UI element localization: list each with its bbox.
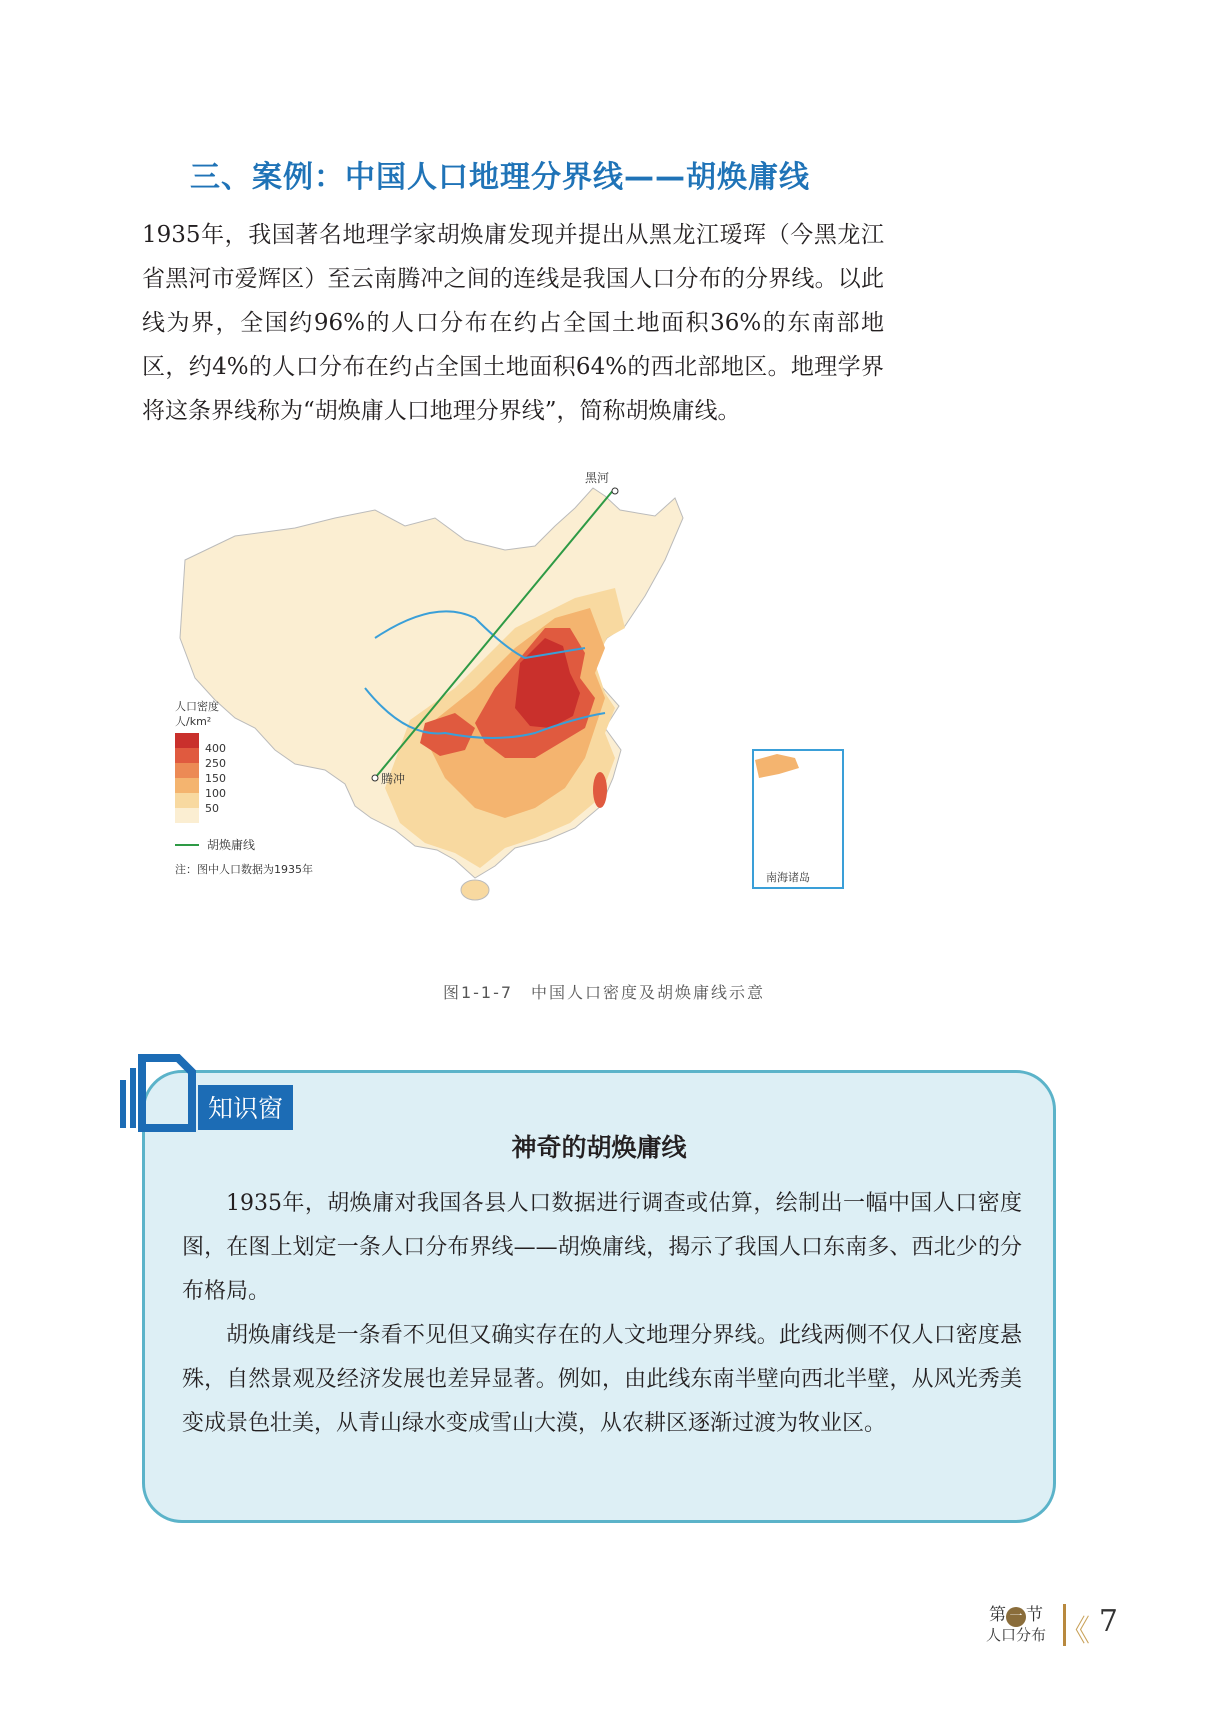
page-footer	[958, 1600, 1118, 1648]
knowledge-text	[182, 1182, 1022, 1446]
heihe-marker	[612, 488, 618, 494]
intro-paragraph: 1935年，我国著名地理学家胡焕庸发现并提出从黑龙江瑷珲（今黑龙江省黑河市爱辉区）至云南腾冲之间的连线是我国人口分布的分界线。以此线为界，全国约96%的人口分布在约占全国土地面积36%的东南部地区，约4%的人口分布在约占全国土地面积64%的西北部地区。地理学界将这条界线称为“胡焕庸人口地理分界线”，简称胡焕庸线。	[142, 222, 884, 424]
legend-swatch-100	[175, 778, 199, 793]
page-number: 7	[1098, 1604, 1118, 1639]
figure-caption: 图1-1-7 中国人口密度及胡焕庸线示意	[442, 983, 766, 1002]
legend-unit: 人/km²	[175, 715, 212, 728]
heihe-label: 黑河	[585, 471, 610, 485]
knowledge-window-tag: 知识窗	[198, 1085, 293, 1130]
hainan-island	[461, 880, 489, 900]
inset-label: 南海诸岛	[766, 871, 810, 884]
tengchong-label: 腾冲	[381, 772, 406, 786]
legend-value-400: 400	[205, 742, 226, 755]
legend-swatch-0	[175, 808, 199, 823]
population-density-map	[175, 471, 845, 960]
legend-title: 人口密度	[175, 700, 219, 713]
footer-section-name: 人口分布	[985, 1626, 1046, 1644]
map-note: 注：图中人口数据为1935年	[175, 863, 313, 876]
knowledge-paragraph-1: 1935年，胡焕庸对我国各县人口数据进行调查或估算，绘制出一幅中国人口密度图，在图上划定一条人口分布界线——胡焕庸线，揭示了我国人口东南多、西北少的分布格局。	[182, 1191, 1022, 1304]
taiwan-island	[593, 772, 607, 808]
footer-chevron-icon: 《	[1060, 1614, 1090, 1649]
footer-section: 第 一 节	[989, 1605, 1043, 1625]
legend-value-100: 100	[205, 787, 226, 800]
knowledge-heading: 神奇的胡焕庸线	[511, 1133, 687, 1162]
tengchong-marker	[372, 775, 378, 781]
legend-swatch-400	[175, 733, 199, 748]
legend-swatch-250	[175, 748, 199, 763]
section-title: 三、案例：中国人口地理分界线——胡焕庸线	[190, 160, 810, 195]
legend-swatch-50	[175, 793, 199, 808]
section-number-badge: 一	[1006, 1607, 1026, 1627]
legend-swatch-150	[175, 763, 199, 778]
knowledge-window-icon	[118, 1050, 198, 1130]
legend-line-label: 胡焕庸线	[207, 838, 256, 852]
knowledge-paragraph-2: 胡焕庸线是一条看不见但又确实存在的人文地理分界线。此线两侧不仅人口密度悬殊，自然景观及经济发展也差异显著。例如，由此线东南半壁向西北半壁，从风光秀美变成景色壮美，从青山绿水变成雪山大漠，从农耕区逐渐过渡为牧业区。	[182, 1323, 1022, 1436]
legend-value-250: 250	[205, 757, 226, 770]
legend-value-50: 50	[205, 802, 219, 815]
legend-swatches	[175, 733, 199, 823]
legend-value-150: 150	[205, 772, 226, 785]
